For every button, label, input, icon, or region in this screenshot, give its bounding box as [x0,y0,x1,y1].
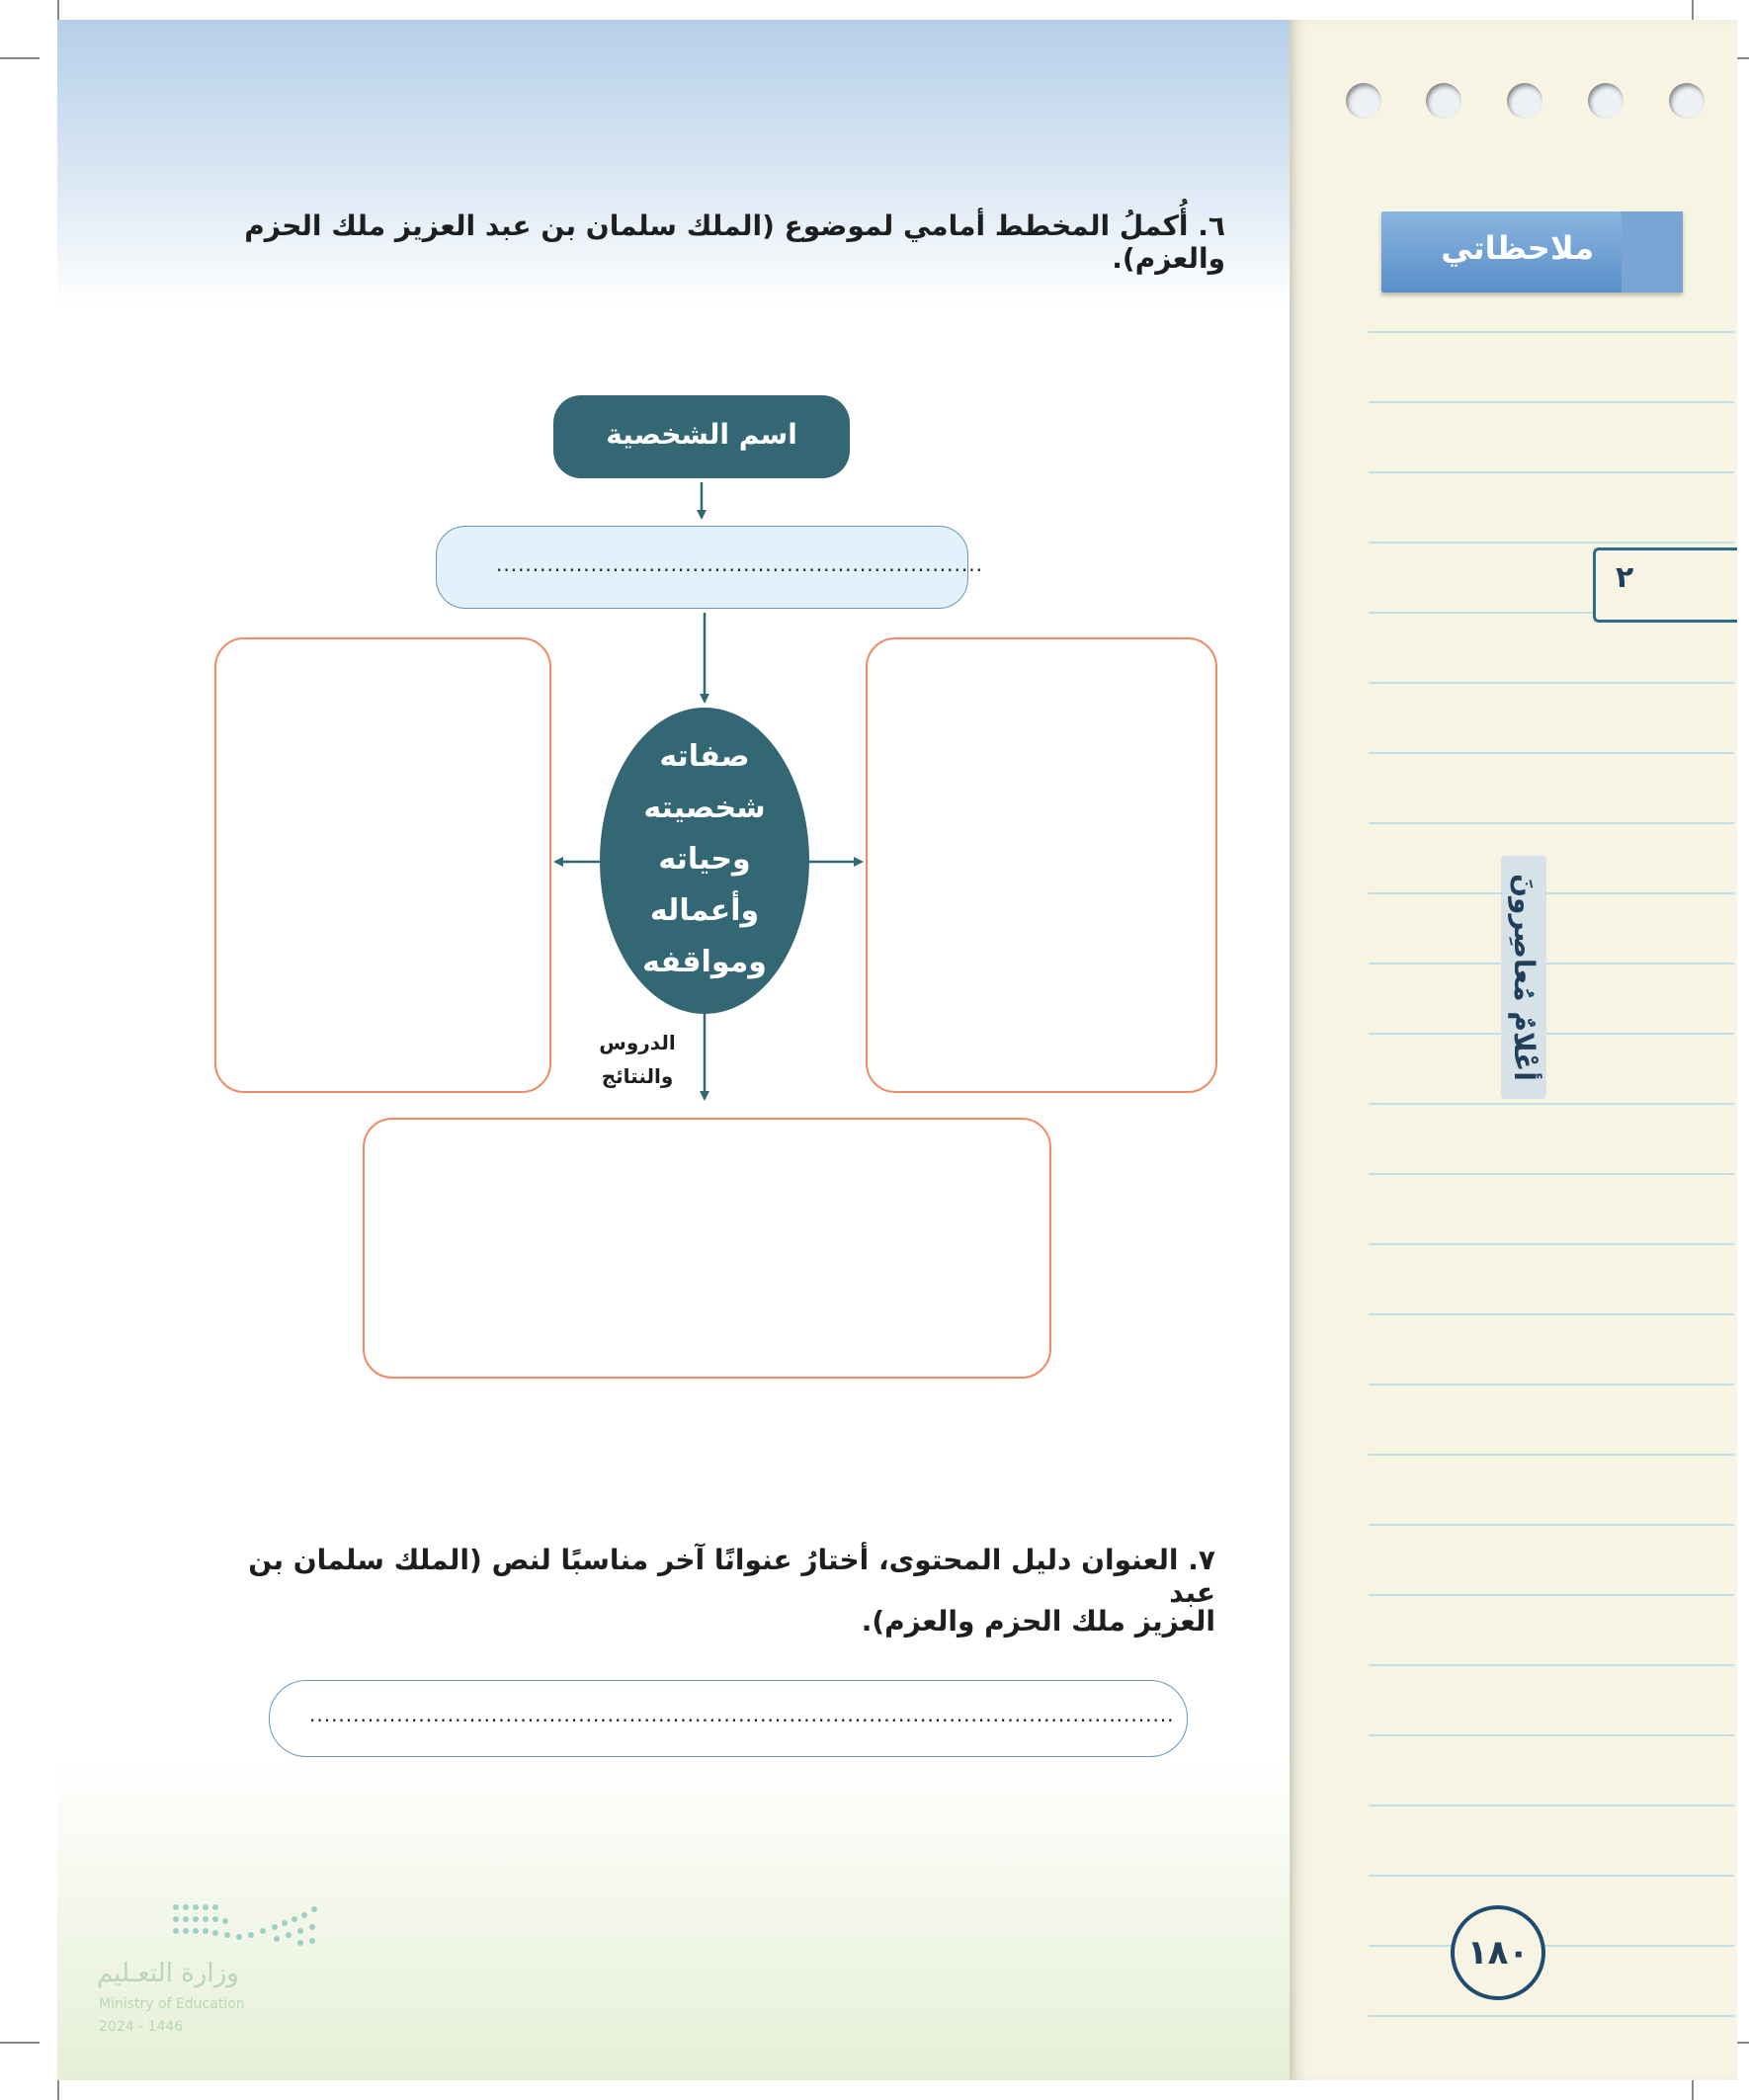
question-7-line-1: ٧. العنوان دليل المحتوى، أختارُ عنوانًا آخر مناسبًا لنص (الملك سلمان بن عبد [248,1544,1215,1609]
name-answer-dots: ................................................................... [496,552,983,576]
binder-hole [1669,83,1705,119]
notes-tab-cap [1622,211,1683,293]
question-7-line-2: العزيز ملك الحزم والعزم). [861,1605,1215,1638]
note-line [1369,1243,1734,1245]
binder-hole [1426,83,1461,119]
note-line [1369,2015,1734,2017]
lessons-label [593,1026,682,1093]
unit-number: ٢ [1616,560,1634,595]
center-line: وأعماله [649,893,760,928]
bottom-answer-box[interactable] [363,1118,1051,1379]
unit-title: أعْلامٌ مُعاصِرونَ [1508,874,1541,1081]
page-number-badge [1451,1905,1545,2000]
note-line [1369,401,1734,403]
character-name-box: اسم الشخصية [553,395,850,478]
notes-title: ملاحظاتي [1441,229,1594,267]
ministry-name-en: Ministry of Education [99,1996,245,2012]
title-answer-field[interactable] [269,1680,1188,1757]
note-line [1369,963,1734,965]
note-line [1369,1313,1734,1315]
note-line [1369,682,1734,684]
note-line [1369,892,1734,894]
center-line: صفاته [659,739,750,774]
binder-hole [1507,83,1542,119]
note-line [1369,1384,1734,1386]
note-line [1369,542,1734,544]
center-line: وحياته [658,842,751,877]
unit-title-tab [1501,856,1546,1099]
edition-year: 2024 - 1446 [99,2019,184,2035]
note-line [1369,752,1734,754]
note-line [1369,1454,1734,1456]
note-line [1369,1033,1734,1035]
binder-hole [1588,83,1624,119]
center-line: شخصيته [643,791,766,825]
ministry-name-ar: وزارة التعـليم [97,1959,239,1988]
note-line [1369,1594,1734,1596]
center-line: ومواقفه [642,945,767,979]
right-answer-box[interactable] [866,637,1217,1093]
question-6: ٦. أُكملُ المخطط أمامي لموضوع (الملك سلمان بن عبد العزيز ملك الحزم والعزم). [244,210,1225,275]
note-line [1369,1524,1734,1526]
note-line [1369,1945,1734,1947]
note-line [1369,1734,1734,1736]
lessons-line: والنتائج [601,1064,674,1088]
note-line [1369,1173,1734,1175]
title-answer-dots: ....................................................................................................................... [309,1703,1175,1726]
left-answer-box[interactable] [214,637,551,1093]
ministry-logo-icon [168,1897,326,1957]
note-line [1369,1805,1734,1806]
note-line [1369,471,1734,473]
binder-hole [1346,83,1381,119]
center-oval-text [600,731,809,988]
name-answer-field[interactable] [436,526,983,609]
lessons-line: الدروس [599,1031,676,1054]
note-line [1369,1103,1734,1105]
note-line [1369,822,1734,824]
note-line [1369,1875,1734,1877]
page-number: ١٨٠ [1466,1933,1530,1973]
note-line [1369,1664,1734,1666]
unit-tab[interactable] [1593,547,1737,623]
notes-title-tab [1381,211,1683,293]
note-line [1369,331,1734,333]
